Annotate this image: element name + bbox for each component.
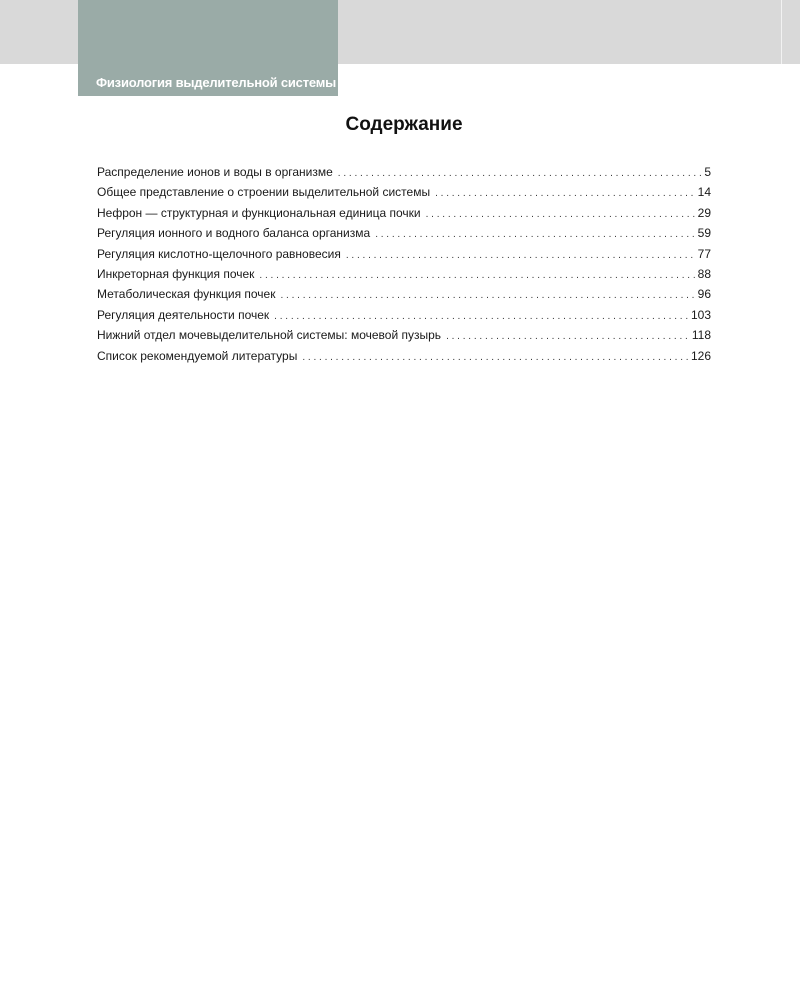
header-divider (781, 0, 782, 64)
toc-entry-title: Регуляция кислотно-щелочного равновесия (97, 246, 341, 261)
toc-entry-page: 103 (690, 307, 711, 322)
dot-leader (426, 209, 696, 220)
toc-entry-title: Метаболическая функция почек (97, 287, 276, 302)
toc-entry-page: 29 (697, 205, 711, 220)
dot-leader (435, 188, 696, 199)
dot-leader (338, 168, 703, 179)
toc-entry-page: 126 (690, 348, 711, 363)
toc-entry-title: Инкреторная функция почек (97, 266, 255, 281)
toc-entry-title: Распределение ионов и воды в организме (97, 165, 333, 179)
toc-entry-title: Список рекомендуемой литературы (97, 348, 298, 363)
toc-entry[interactable] (97, 226, 711, 246)
toc-entry[interactable] (97, 165, 711, 185)
toc-entry-title: Регуляция ионного и водного баланса организма (97, 226, 371, 241)
toc-heading: Содержание (345, 114, 463, 135)
toc-entry-title: Общее представление о строении выделительной системы (97, 185, 431, 200)
dot-leader (302, 352, 689, 363)
toc-entry[interactable] (97, 287, 711, 307)
dot-leader (280, 290, 695, 301)
toc-entry-title: Нижний отдел мочевыделительной системы: мочевой пузырь (97, 328, 442, 343)
dot-leader (375, 229, 695, 240)
dot-leader (259, 270, 695, 281)
toc-entry-page: 5 (704, 165, 711, 179)
dot-leader (346, 250, 696, 261)
toc-entry[interactable] (97, 206, 711, 226)
toc-entry[interactable] (97, 247, 711, 267)
toc-entry[interactable] (97, 308, 711, 328)
toc-entry-page: 14 (697, 185, 711, 200)
toc-entry-page: 118 (691, 328, 711, 343)
toc-entry-title: Регуляция деятельности почек (97, 307, 270, 322)
toc-entry-page: 88 (697, 266, 711, 281)
dot-leader (446, 331, 690, 342)
toc-entry[interactable] (97, 267, 711, 287)
toc-entry-page: 59 (697, 226, 711, 241)
toc-entry-page: 96 (697, 287, 711, 302)
toc-entry[interactable] (97, 185, 711, 205)
dot-leader (274, 311, 689, 322)
toc-entry-page: 77 (697, 246, 711, 261)
toc-entry[interactable] (97, 328, 711, 348)
running-header-title: Физиология выделительной системы (96, 75, 337, 90)
toc-entry[interactable] (97, 349, 711, 369)
toc-entry-title: Нефрон — структурная и функциональная единица почки (97, 205, 421, 220)
table-of-contents (97, 165, 711, 369)
